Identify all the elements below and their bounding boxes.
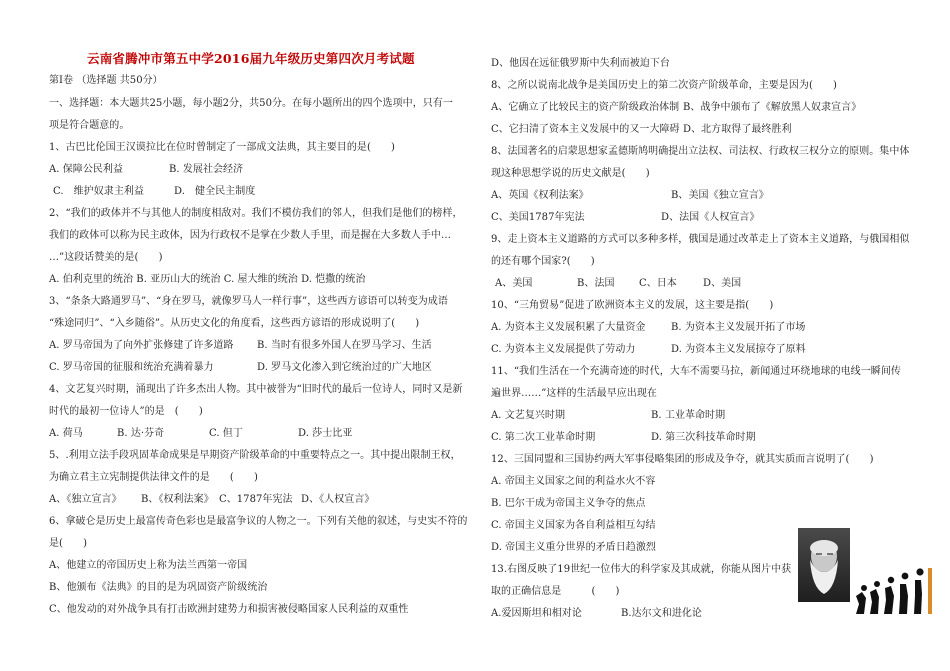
q9-line-2: 的还有哪个国家?( ) <box>491 256 595 267</box>
q1-option-d: D. 健全民主制度 <box>174 186 256 197</box>
q8-line-1: 8、法国著名的启蒙思想家孟德斯鸠明确提出立法权、司法权、行政权三权分立的原则。集中体 <box>491 146 910 157</box>
q4-option-c: C. 但丁 <box>209 428 243 439</box>
q2-line-3: …”这段话赞美的是( ) <box>49 252 163 263</box>
q7-option-d: D、北方取得了最终胜利 <box>683 124 792 135</box>
q10-option-b: B. 为资本主义发展开拓了市场 <box>671 322 806 333</box>
q7-option-c: C、它扫清了资本主义发展中的又一大障碍 <box>491 124 680 135</box>
q3-line-1: 3、“条条大路通罗马”、“身在罗马，就像罗马人一样行事”，这些西方谚语可以转变为成语 <box>49 296 448 307</box>
q5-option-d: D、《人权宣言》 <box>301 494 375 505</box>
instructions-line-2: 项是符合题意的。 <box>49 120 130 131</box>
q8-option-d: D、法国《人权宣言》 <box>661 212 760 223</box>
q10-option-d: D. 为资本主义发展掠夺了原料 <box>671 344 806 355</box>
instructions-line-1: 一、选择题：本大题共25小题，每小题2分，共50分。在每小题所出的四个选项中，只有一 <box>49 98 453 109</box>
q5-option-b: B、《权利法案》 <box>141 494 214 505</box>
q3-line-2: “殊途同归”、“入乡随俗”。从历史文化的角度看，这些西方谚语的形成说明了( ) <box>49 318 420 329</box>
q7-option-a: A、它确立了比较民主的资产阶级政治体制 <box>491 102 680 113</box>
q8-option-a: A、英国《权利法案》 <box>491 190 589 201</box>
q4-option-a: A. 荷马 <box>49 428 83 439</box>
q9-option-b: B、法国 <box>577 278 615 289</box>
q7-option-b: B、战争中颁布了《解放黑人奴隶宣言》 <box>683 102 862 113</box>
q11-line-2: 遍世界……”这样的生活最早应出现在 <box>491 388 657 399</box>
q2-line-1: 2、“我们的政体并不与其他人的制度相敌对。我们不模仿我们的邻人，但我们是他们的榜样， <box>49 208 463 219</box>
q1-option-a: A. 保障公民利益 <box>49 164 124 175</box>
q12-option-c: C. 帝国主义国家为各自利益相互勾结 <box>491 520 656 531</box>
q1-option-b: B. 发展社会经济 <box>169 164 244 175</box>
q6-option-d: D、他因在远征俄罗斯中失利而被迫下台 <box>491 58 670 69</box>
q11-line-1: 11、“我们生活在一个充满奇迹的时代，大车不需要马拉，新闻通过环绕地球的电线一瞬间传 <box>491 366 901 377</box>
q2-options: A. 伯利克里的统治 B. 亚历山大的统治 C. 屋大维的统治 D. 恺撒的统治 <box>49 274 366 285</box>
q12-option-d: D. 帝国主义重分世界的矛盾日趋激烈 <box>491 542 656 553</box>
q8-option-c: C、美国1787年宪法 <box>491 212 585 223</box>
q11-option-a: A. 文艺复兴时期 <box>491 410 566 421</box>
q6-line-2: 是( ) <box>49 538 88 549</box>
q6-line-1: 6、拿破仑是历史上最富传奇色彩也是最富争议的人物之一。下列有关他的叙述，与史实不符的 <box>49 516 468 527</box>
q4-option-d: D. 莎士比亚 <box>298 428 353 439</box>
q6-option-b: B、他颁布《法典》的目的是为巩固资产阶级统治 <box>49 582 268 593</box>
q11-option-b: B. 工业革命时期 <box>651 410 726 421</box>
part-label: 第Ⅰ卷 （选择题 共50分） <box>49 75 163 86</box>
q5-option-a: A、《独立宣言》 <box>49 494 122 505</box>
q5-line-2: 为确立君主立宪制提供法律文件的是 ( ) <box>49 472 258 483</box>
q10-option-c: C. 为资本主义发展提供了劳动力 <box>491 344 636 355</box>
q10-option-a: A. 为资本主义发展积累了大量资金 <box>491 322 646 333</box>
q4-line-2: 时代的最初一位诗人”的是 ( ) <box>49 406 203 417</box>
q9-option-a: A、美国 <box>495 278 533 289</box>
q3-option-d: D. 罗马文化渗入到它统治过的广大地区 <box>257 362 432 373</box>
q10-stem: 10、“三角贸易”促进了欧洲资本主义的发展，这主要是指( ) <box>491 300 774 311</box>
q11-option-d: D. 第三次科技革命时期 <box>651 432 756 443</box>
q7-stem: 8、之所以说南北战争是美国历史上的第二次资产阶级革命，主要是因为( ) <box>491 80 837 91</box>
document-title: 云南省腾冲市第五中学2016届九年级历史第四次月考试题 <box>87 51 415 66</box>
q11-option-c: C. 第二次工业革命时期 <box>491 432 596 443</box>
q9-option-c: C、日本 <box>639 278 677 289</box>
q13-line-1: 13.右图反映了19世纪一位伟大的科学家及其成就，你能从图片中获 <box>491 564 792 575</box>
q8-option-b: B、美国《独立宣言》 <box>671 190 769 201</box>
q13-line-2: 取的正确信息是 ( ) <box>491 586 620 597</box>
q6-option-a: A、他建立的帝国历史上称为法兰西第一帝国 <box>49 560 248 571</box>
q3-option-c: C. 罗马帝国的征服和统治充满着暴力 <box>49 362 214 373</box>
q9-line-1: 9、走上资本主义道路的方式可以多种多样，俄国是通过改革走上了资本主义道路，与俄国相似 <box>491 234 910 245</box>
q6-option-c: C、他发动的对外战争具有打击欧洲封建势力和损害被侵略国家人民利益的双重性 <box>49 604 409 615</box>
q8-line-2: 现这种思想学说的历史文献是( ) <box>491 168 650 179</box>
q5-option-c: C、1787年宪法 <box>219 494 293 505</box>
q13-option-a: A.爱因斯坦和相对论 <box>491 608 582 619</box>
q4-option-b: B. 达·芬奇 <box>117 428 165 439</box>
q5-line-1: 5、.利用立法手段巩固革命成果是早期资产阶级革命的中重要特点之一。其中提出限制王权， <box>49 450 461 461</box>
q3-option-a: A. 罗马帝国为了向外扩张修建了许多道路 <box>49 340 234 351</box>
q2-line-2: 我们的政体可以称为民主政体，因为行政权不是掌在少数人手里，而是握在大多数人手中… <box>49 230 451 241</box>
q12-stem: 12、三国同盟和三国协约两大军事侵略集团的形成及争夺，就其实质而言说明了( ) <box>491 454 874 465</box>
q12-option-a: A. 帝国主义国家之间的利益水火不容 <box>491 476 656 487</box>
darwin-evolution-image <box>796 528 936 618</box>
q12-option-b: B. 巴尔干成为帝国主义争夺的焦点 <box>491 498 646 509</box>
q1-stem: 1、古巴比伦国王汉谟拉比在位时曾制定了一部成文法典，其主要目的是( ) <box>49 142 395 153</box>
q1-option-c: C. 维护奴隶主利益 <box>53 186 144 197</box>
q9-option-d: D、美国 <box>703 278 742 289</box>
q4-line-1: 4、文艺复兴时期，涌现出了许多杰出人物。其中被誉为“旧时代的最后一位诗人，同时又是新 <box>49 384 463 395</box>
q3-option-b: B. 当时有很多外国人在罗马学习、生活 <box>257 340 432 351</box>
q13-option-b: B.达尔文和进化论 <box>621 608 702 619</box>
